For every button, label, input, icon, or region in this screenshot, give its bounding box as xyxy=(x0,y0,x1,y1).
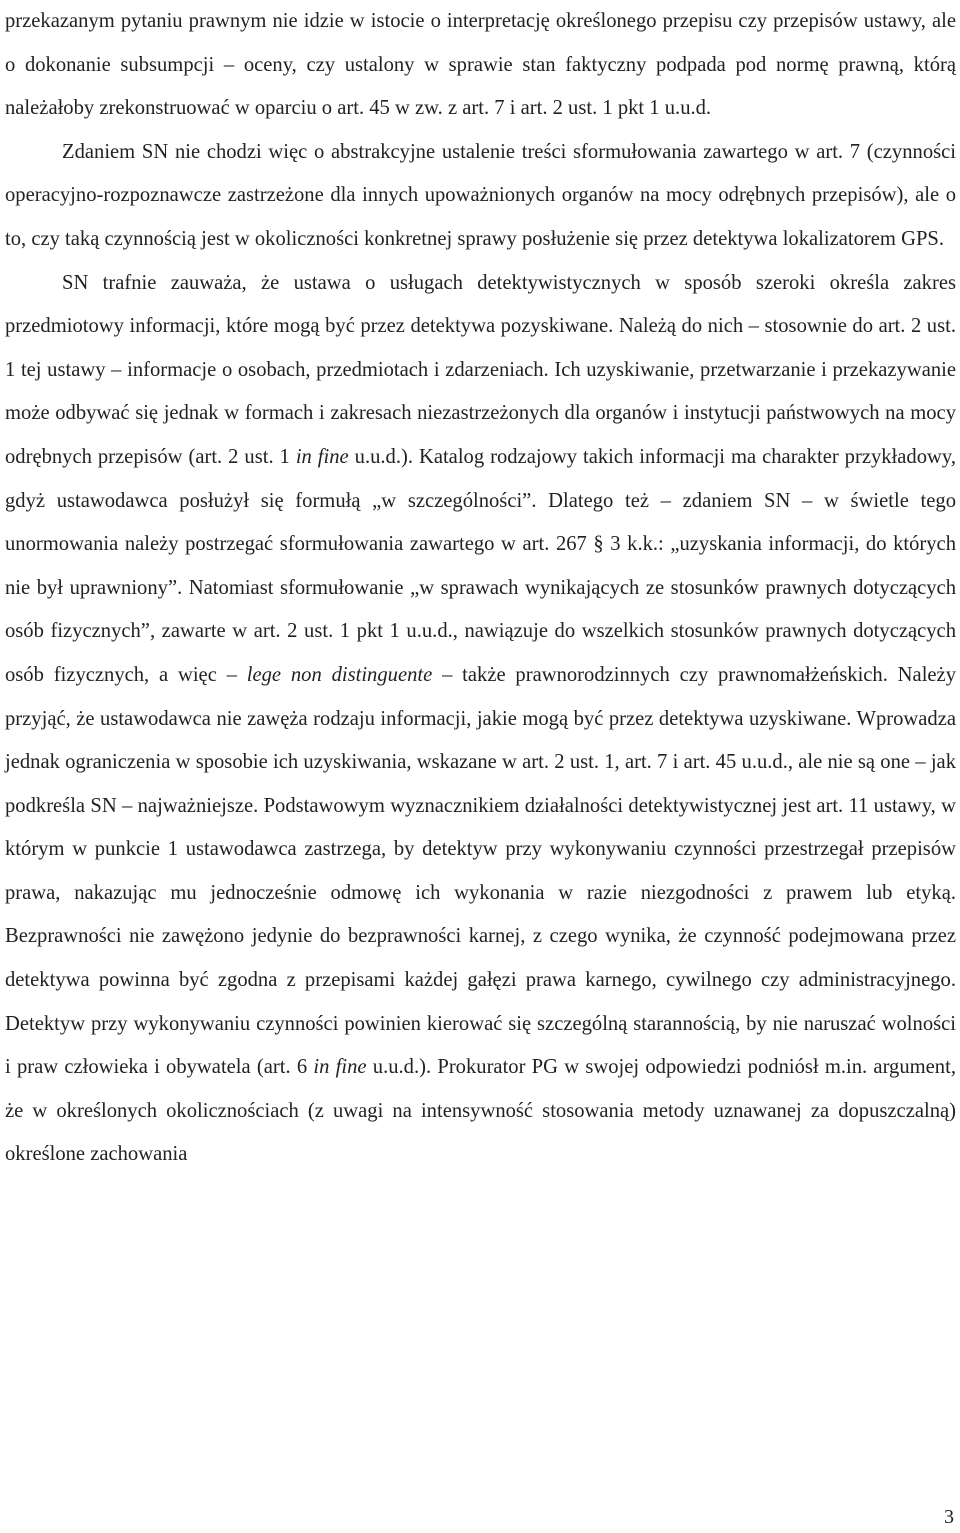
paragraph xyxy=(5,262,956,1177)
italic-phrase: in fine xyxy=(313,1056,367,1079)
text-run: SN trafnie zauważa, że ustawa o usługach detektywistycznych w sposób szeroki określa zakres przedmiotowy informacji, które mogą być przez detektywa pozyskiwane. Należą do nich – stosownie do art. 2 ust. 1 tej ustawy – informacje o osobach, przedmiotach i zdarzeniach. Ich uzyskiwanie, przetwarzanie i przekazywanie może odbywać się jednak w formach i zakresach niezastrzeżonych dla organów i instytucji państwowych na mocy odrębnych przepisów (art. 2 ust. 1 xyxy=(5,271,956,468)
text-run: – także prawnorodzinnych czy prawnomałżeńskich. Należy przyjąć, że ustawodawca nie zawęża rodzaju informacji, jakie mogą być przez detektywa uzyskiwane. Wprowadza jednak ograniczenia w sposobie ich uzyskiwania, wskazane w art. 2 ust. 1, art. 7 i art. 45 u.u.d., ale nie są one – jak podkreśla SN – najważniejsze. Podstawowym wyznacznikiem działalności detektywistycznej jest art. 11 ustawy, w którym w punkcie 1 ustawodawca zastrzega, by detektyw przy wykonywaniu czynności przestrzegał przepisów prawa, nakazując mu jednocześnie odmowę ich wykonania w razie niezgodności z prawem lub etyką. Bezprawności nie zawężono jedynie do bezprawności karnej, z czego wynika, że czynność podejmowana przez detektywa powinna być zgodna z przepisami każdej gałęzi prawa karnego, cywilnego czy administracyjnego. Detektyw przy wykonywaniu czynności powinien kierować się szczególną starannością, by nie naruszać wolności i praw człowieka i obywatela (art. 6 xyxy=(5,663,956,1079)
italic-phrase: lege non distinguente xyxy=(246,663,433,686)
text-run: przekazanym pytaniu prawnym nie idzie w istocie o interpretację określonego przepisu czy przepisów ustawy, ale o dokonanie subsumpcji – oceny, czy ustalony w sprawie stan faktyczny podpada pod normę prawną, którą należałoby zrekonstruować w oparciu o art. 45 w zw. z art. 7 i art. 2 ust. 1 pkt 1 u.u.d. xyxy=(5,10,956,120)
page-number: 3 xyxy=(944,1506,954,1528)
italic-phrase: in fine xyxy=(295,445,349,468)
text-run: u.u.d.). Katalog rodzajowy takich informacji ma charakter przykładowy, gdyż ustawodawca posłużył się formułą „w szczególności”. Dlatego też – zdaniem SN – w świetle tego unormowania należy postrzegać sformułowania zawartego w art. 267 § 3 k.k.: „uzyskania informacji, do których nie był uprawniony”. Natomiast sformułowanie „w sprawach wynikających ze stosunków prawnych dotyczących osób fizycznych”, zawarte w art. 2 ust. 1 pkt 1 u.u.d., nawiązuje do wszelkich stosunków prawnych dotyczących osób fizycznych, a więc – xyxy=(5,445,956,686)
text-run: u.u.d.). Prokurator PG w swojej odpowiedzi podniósł m.in. argument, że w określonych okolicznościach (z uwagi na intensywność stosowania metody uznawanej za dopuszczalną) określone zachowania xyxy=(5,1056,956,1166)
paragraph xyxy=(5,0,956,131)
paragraph xyxy=(5,131,956,262)
body-text xyxy=(5,0,956,1177)
text-run: Zdaniem SN nie chodzi więc o abstrakcyjne ustalenie treści sformułowania zawartego w art. 7 (czynności operacyjno-rozpoznawcze zastrzeżone dla innych upoważnionych organów na mocy odrębnych przepisów), ale o to, czy taką czynnością jest w okoliczności konkretnej sprawy posłużenie się przez detektywa lokalizatorem GPS. xyxy=(5,140,956,250)
